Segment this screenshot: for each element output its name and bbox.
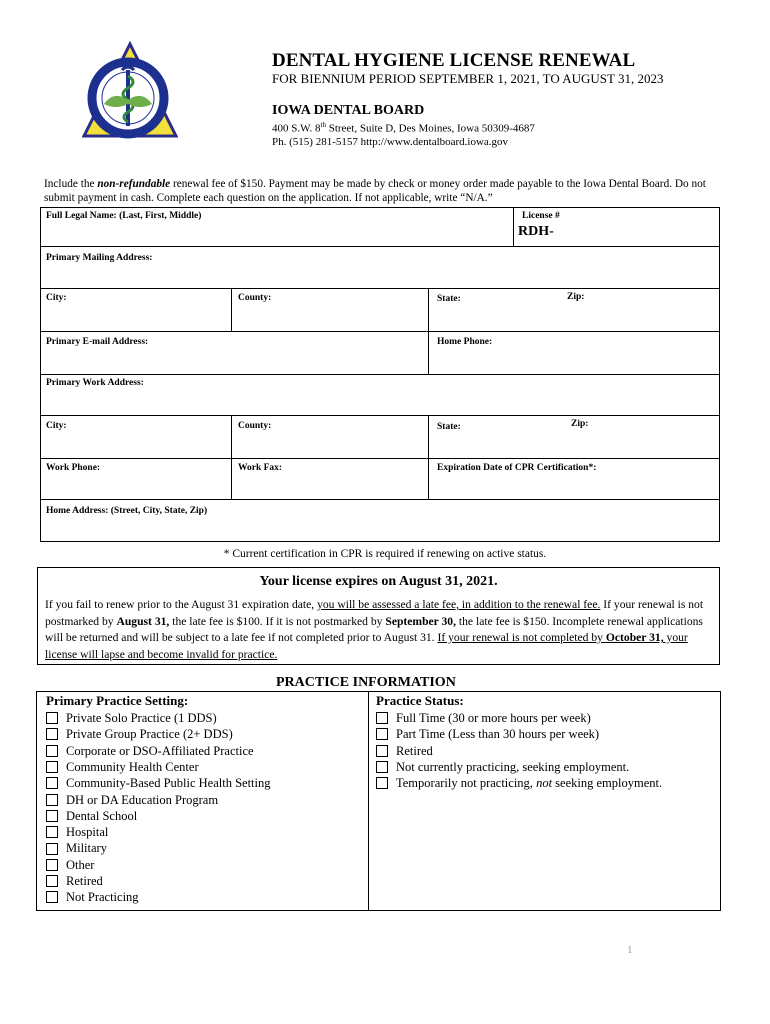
email-field[interactable]: Primary E-mail Address: [46, 337, 149, 347]
grid-line [40, 415, 720, 416]
setting-option-label: DH or DA Education Program [66, 792, 219, 807]
setting-option[interactable] [46, 743, 254, 759]
license-number-field[interactable]: License # [522, 211, 560, 221]
home-phone-field[interactable]: Home Phone: [437, 337, 493, 347]
checkbox[interactable] [46, 875, 58, 887]
board-address: 400 S.W. 8th Street, Suite D, Des Moines, Iowa 50309-4687 [272, 121, 535, 135]
grid-line [428, 415, 429, 500]
work-county-field[interactable]: County: [238, 421, 272, 431]
biennium-period: FOR BIENNIUM PERIOD SEPTEMBER 1, 2021, TO AUGUST 31, 2023 [272, 71, 664, 86]
status-option-label: Not currently practicing, seeking employment. [396, 759, 630, 774]
status-option[interactable] [376, 759, 629, 775]
checkbox[interactable] [376, 777, 388, 789]
status-option-temporarily-not-practicing[interactable]: Temporarily not practicing, not seeking employment. [376, 775, 662, 791]
full-name-field[interactable]: Full Legal Name: (Last, First, Middle) [46, 211, 202, 221]
setting-option-label: Corporate or DSO-Affiliated Practice [66, 743, 254, 758]
setting-option[interactable] [46, 726, 233, 742]
checkbox[interactable] [46, 761, 58, 773]
checkbox[interactable] [46, 794, 58, 806]
setting-option[interactable] [46, 857, 94, 873]
page-number: 1 [627, 944, 633, 956]
setting-option[interactable] [46, 792, 218, 808]
license-prefix: RDH- [518, 224, 554, 239]
setting-option-label: Community Health Center [66, 759, 199, 774]
practice-setting-title: Primary Practice Setting: [46, 693, 189, 708]
checkbox[interactable] [46, 712, 58, 724]
checkbox[interactable] [46, 859, 58, 871]
grid-line [231, 415, 232, 500]
setting-option[interactable] [46, 710, 217, 726]
grid-line [40, 458, 720, 459]
setting-option-label: Dental School [66, 808, 138, 823]
checkbox[interactable] [46, 777, 58, 789]
setting-option-label: Not Practicing [66, 890, 139, 905]
status-option[interactable] [376, 710, 591, 726]
form-title: DENTAL HYGIENE LICENSE RENEWAL [272, 50, 636, 71]
checkbox[interactable] [46, 891, 58, 903]
grid-line [428, 288, 429, 374]
work-city-field[interactable]: City: [46, 421, 67, 431]
setting-option-label: Hospital [66, 825, 109, 840]
setting-option-label: Private Solo Practice (1 DDS) [66, 711, 217, 725]
checkbox[interactable] [376, 712, 388, 724]
status-option[interactable] [376, 726, 599, 742]
setting-option[interactable] [46, 808, 137, 824]
expiration-notice-title: Your license expires on August 31, 2021. [259, 574, 498, 589]
setting-option-label: Other [66, 857, 95, 872]
intro-instructions: Include the non-refundable renewal fee of $150. Payment may be made by check or money order made payable to the Iowa Dental Board. Do not submit payment in cash. Complete each question on the application. If not applicable, write “N/A.” [44, 178, 706, 204]
setting-option[interactable] [46, 759, 199, 775]
setting-option[interactable] [46, 873, 103, 889]
setting-option-label: Retired [66, 874, 103, 888]
grid-line [40, 288, 720, 289]
work-state-field[interactable]: State: [437, 422, 461, 432]
setting-option[interactable] [46, 840, 107, 856]
checkbox[interactable] [46, 810, 58, 822]
iowa-dental-board-logo [82, 40, 178, 160]
home-address-field[interactable]: Home Address: (Street, City, State, Zip) [46, 506, 208, 516]
checkbox[interactable] [376, 745, 388, 757]
status-option-label: Part Time (Less than 30 hours per week) [396, 727, 600, 742]
grid-line [513, 207, 514, 246]
checkbox[interactable] [376, 728, 388, 740]
checkbox[interactable] [46, 728, 58, 740]
work-address-field[interactable]: Primary Work Address: [46, 378, 144, 388]
checkbox[interactable] [46, 826, 58, 838]
board-name: IOWA DENTAL BOARD [272, 103, 425, 118]
grid-line [231, 288, 232, 331]
cpr-requirement-note: * Current certification in CPR is required if renewing on active status. [223, 548, 547, 560]
setting-option-label: Military [66, 841, 107, 856]
checkbox[interactable] [376, 761, 388, 773]
mailing-zip-field[interactable]: Zip: [567, 292, 585, 302]
cpr-expiration-field[interactable]: Expiration Date of CPR Certification*: [437, 463, 597, 473]
status-option-label: Retired [396, 743, 433, 758]
applicant-form-grid [40, 207, 720, 500]
mailing-county-field[interactable]: County: [238, 293, 272, 303]
practice-information-title: PRACTICE INFORMATION [276, 675, 456, 690]
setting-option-label: Private Group Practice (2+ DDS) [66, 727, 233, 742]
checkbox[interactable] [46, 745, 58, 757]
practice-divider [368, 691, 369, 911]
work-phone-field[interactable]: Work Phone: [46, 463, 101, 473]
mailing-city-field[interactable]: City: [46, 293, 67, 303]
setting-option-label: Community-Based Public Health Setting [66, 776, 271, 791]
mailing-state-field[interactable]: State: [437, 294, 461, 304]
grid-line [40, 374, 720, 375]
grid-line [40, 246, 720, 247]
expiration-notice-body: If you fail to renew prior to the August 31 expiration date, you will be assessed a late fee, in addition to the renewal fee. If your renewal is not postmarked by August 31, the late fee is $100. If it is not postmarked by September 30, the late fee is $150. Incomplete renewal applications will be returned and will be subject to a late fee if not completed prior to August 31. If your renewal is not completed by October 31, your license will lapse and become invalid for practice. [45, 598, 704, 661]
board-contact: Ph. (515) 281-5157 http://www.dentalboard.iowa.gov [272, 136, 509, 148]
setting-option[interactable] [46, 775, 271, 791]
setting-option[interactable] [46, 889, 139, 905]
setting-option[interactable] [46, 824, 108, 840]
grid-line [40, 331, 720, 332]
practice-status-title: Practice Status: [376, 693, 464, 708]
mailing-address-field[interactable]: Primary Mailing Address: [46, 253, 153, 263]
status-option[interactable] [376, 743, 433, 759]
work-fax-field[interactable]: Work Fax: [238, 463, 283, 473]
work-zip-field[interactable]: Zip: [571, 419, 589, 429]
checkbox[interactable] [46, 843, 58, 855]
status-option-label: Full Time (30 or more hours per week) [396, 711, 591, 725]
